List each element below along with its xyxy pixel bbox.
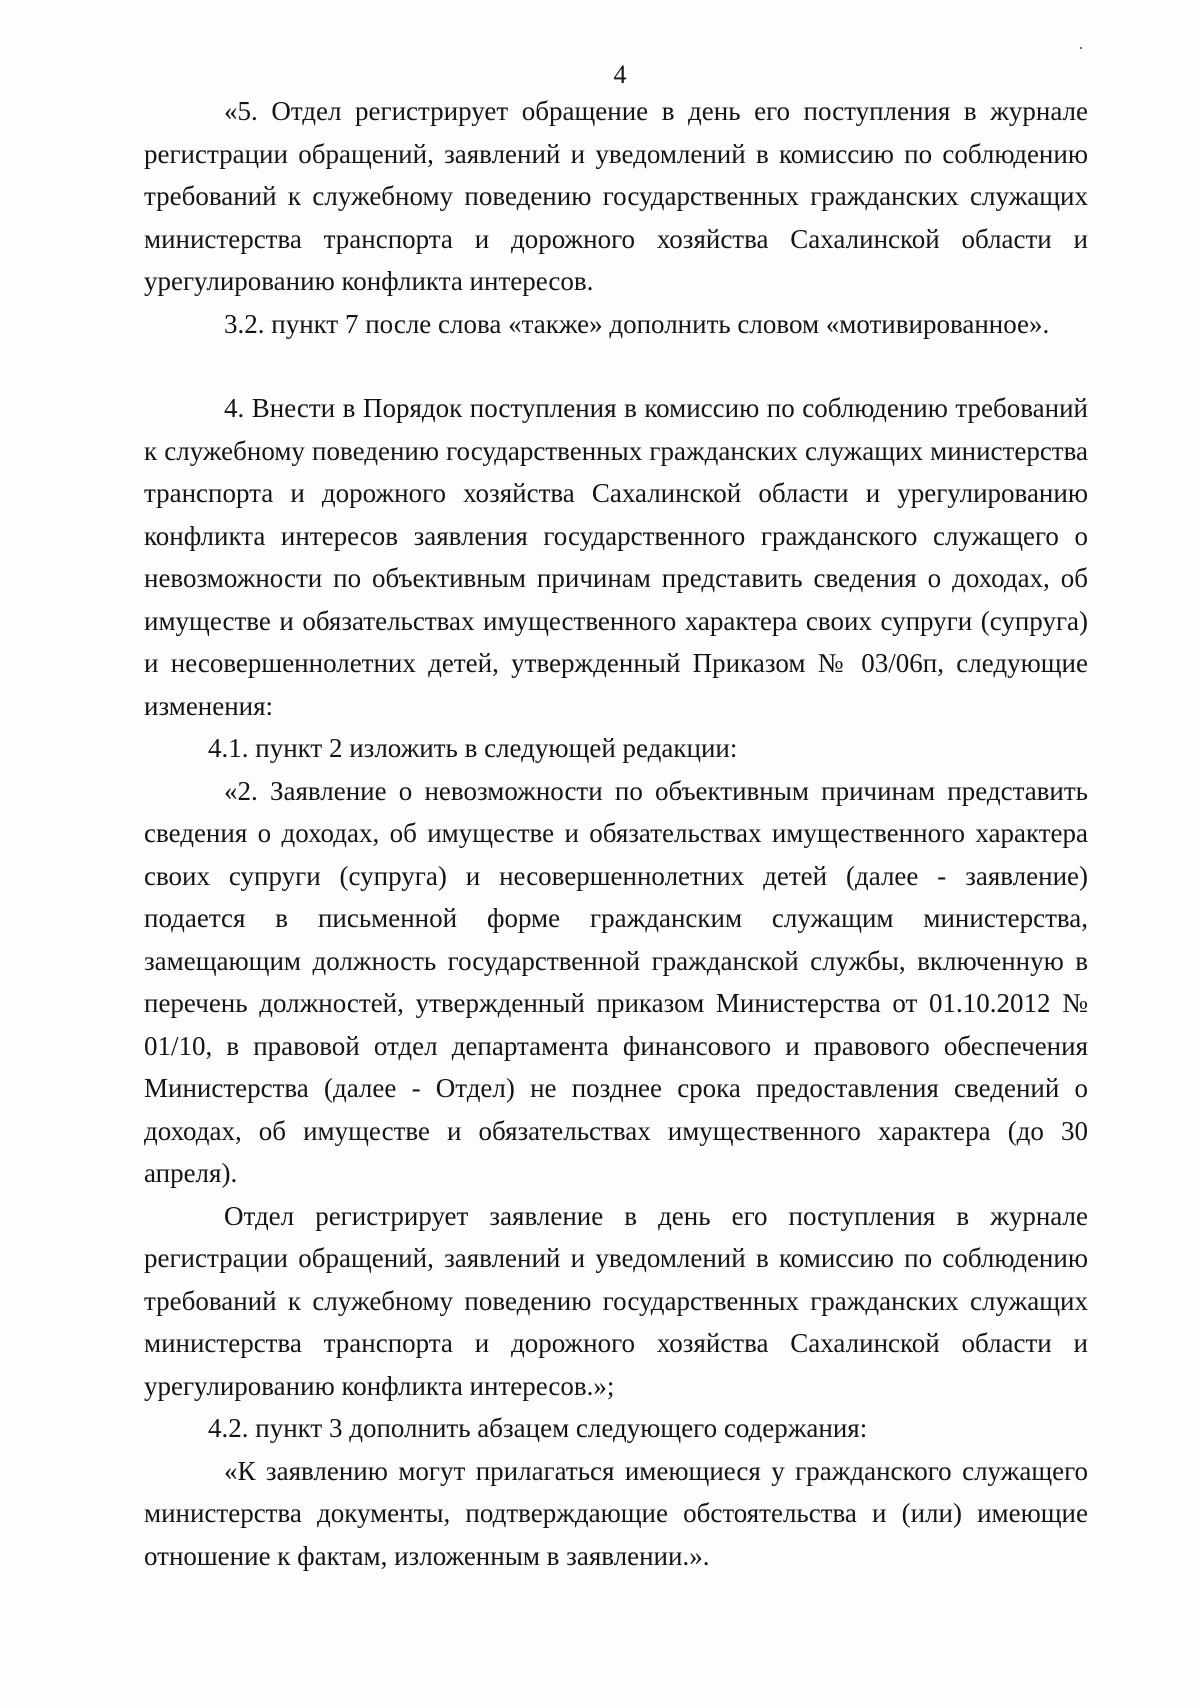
page-number: 4 bbox=[613, 60, 627, 89]
paragraph-registration: Отдел регистрирует заявление в день его поступления в журнале регистрации обращений, заявлений и уведомлений в комиссию по соблюдению требований к служебному поведению государственных гражданских служащих министерства транспорта и дорожного хозяйства Сахалинской области и урегулированию конфликта интересов.»; bbox=[144, 1200, 1088, 1401]
paragraph-item-4: 4. Внести в Порядок поступления в комиссию по соблюдению требований к служебному поведению государственных гражданских служащих министерства транспорта и дорожного хозяйства Сахалинской области и урегулированию конфликта интересов заявления государственного гражданского служащего о невозможности по объективным причинам представить сведения о доходах, об имуществе и обязательствах имущественного характера своих супруги (супруга) и несовершеннолетних детей, утвержденный Приказом № 03/06п, следующие изменения: bbox=[144, 393, 1088, 721]
scan-speck-mark: · bbox=[1078, 38, 1084, 58]
paragraph-item-5: «5. Отдел регистрирует обращение в день его поступления в журнале регистрации обращений, заявлений и уведомлений в комиссию по соблюдению требований к служебному поведению государственных гражданских служащих министерства транспорта и дорожного хозяйства Сахалинской области и урегулированию конфликта интересов. bbox=[144, 96, 1088, 296]
paragraph-quoted-item-2: «2. Заявление о невозможности по объективным причинам представить сведения о доходах, об имуществе и обязательствах имущественного характера своих супруги (супруга) и несовершеннолетних детей (далее - заявление) подается в письменной форме гражданским служащим министерства, замещающим должность государственной гражданской службы, включенную в перечень должностей, утвержденный приказом Министерства от 01.10.2012 № 01/10, в правовой отдел департамента финансового и правового обеспечения Министерства (далее - Отдел) не позднее срока предоставления сведений о доходах, об имуществе и обязательствах имущественного характера (до 30 апреля). bbox=[144, 775, 1088, 1188]
paragraph-item-3-2: 3.2. пункт 7 после слова «также» дополнить словом «мотивированное». bbox=[224, 308, 1050, 339]
paragraph-quoted-attachment: «К заявлению могут прилагаться имеющиеся у гражданского служащего министерства документы, подтверждающие обстоятельства и (или) имеющие отношение к фактам, изложенным в заявлении.». bbox=[144, 1455, 1088, 1571]
paragraph-gap bbox=[144, 345, 1088, 387]
document-body bbox=[144, 90, 1088, 1577]
paragraph-item-4-2: 4.2. пункт 3 дополнить абзацем следующего содержания: bbox=[208, 1413, 868, 1443]
paragraph-item-4-1: 4.1. пункт 2 изложить в следующей редакции: bbox=[208, 733, 738, 763]
